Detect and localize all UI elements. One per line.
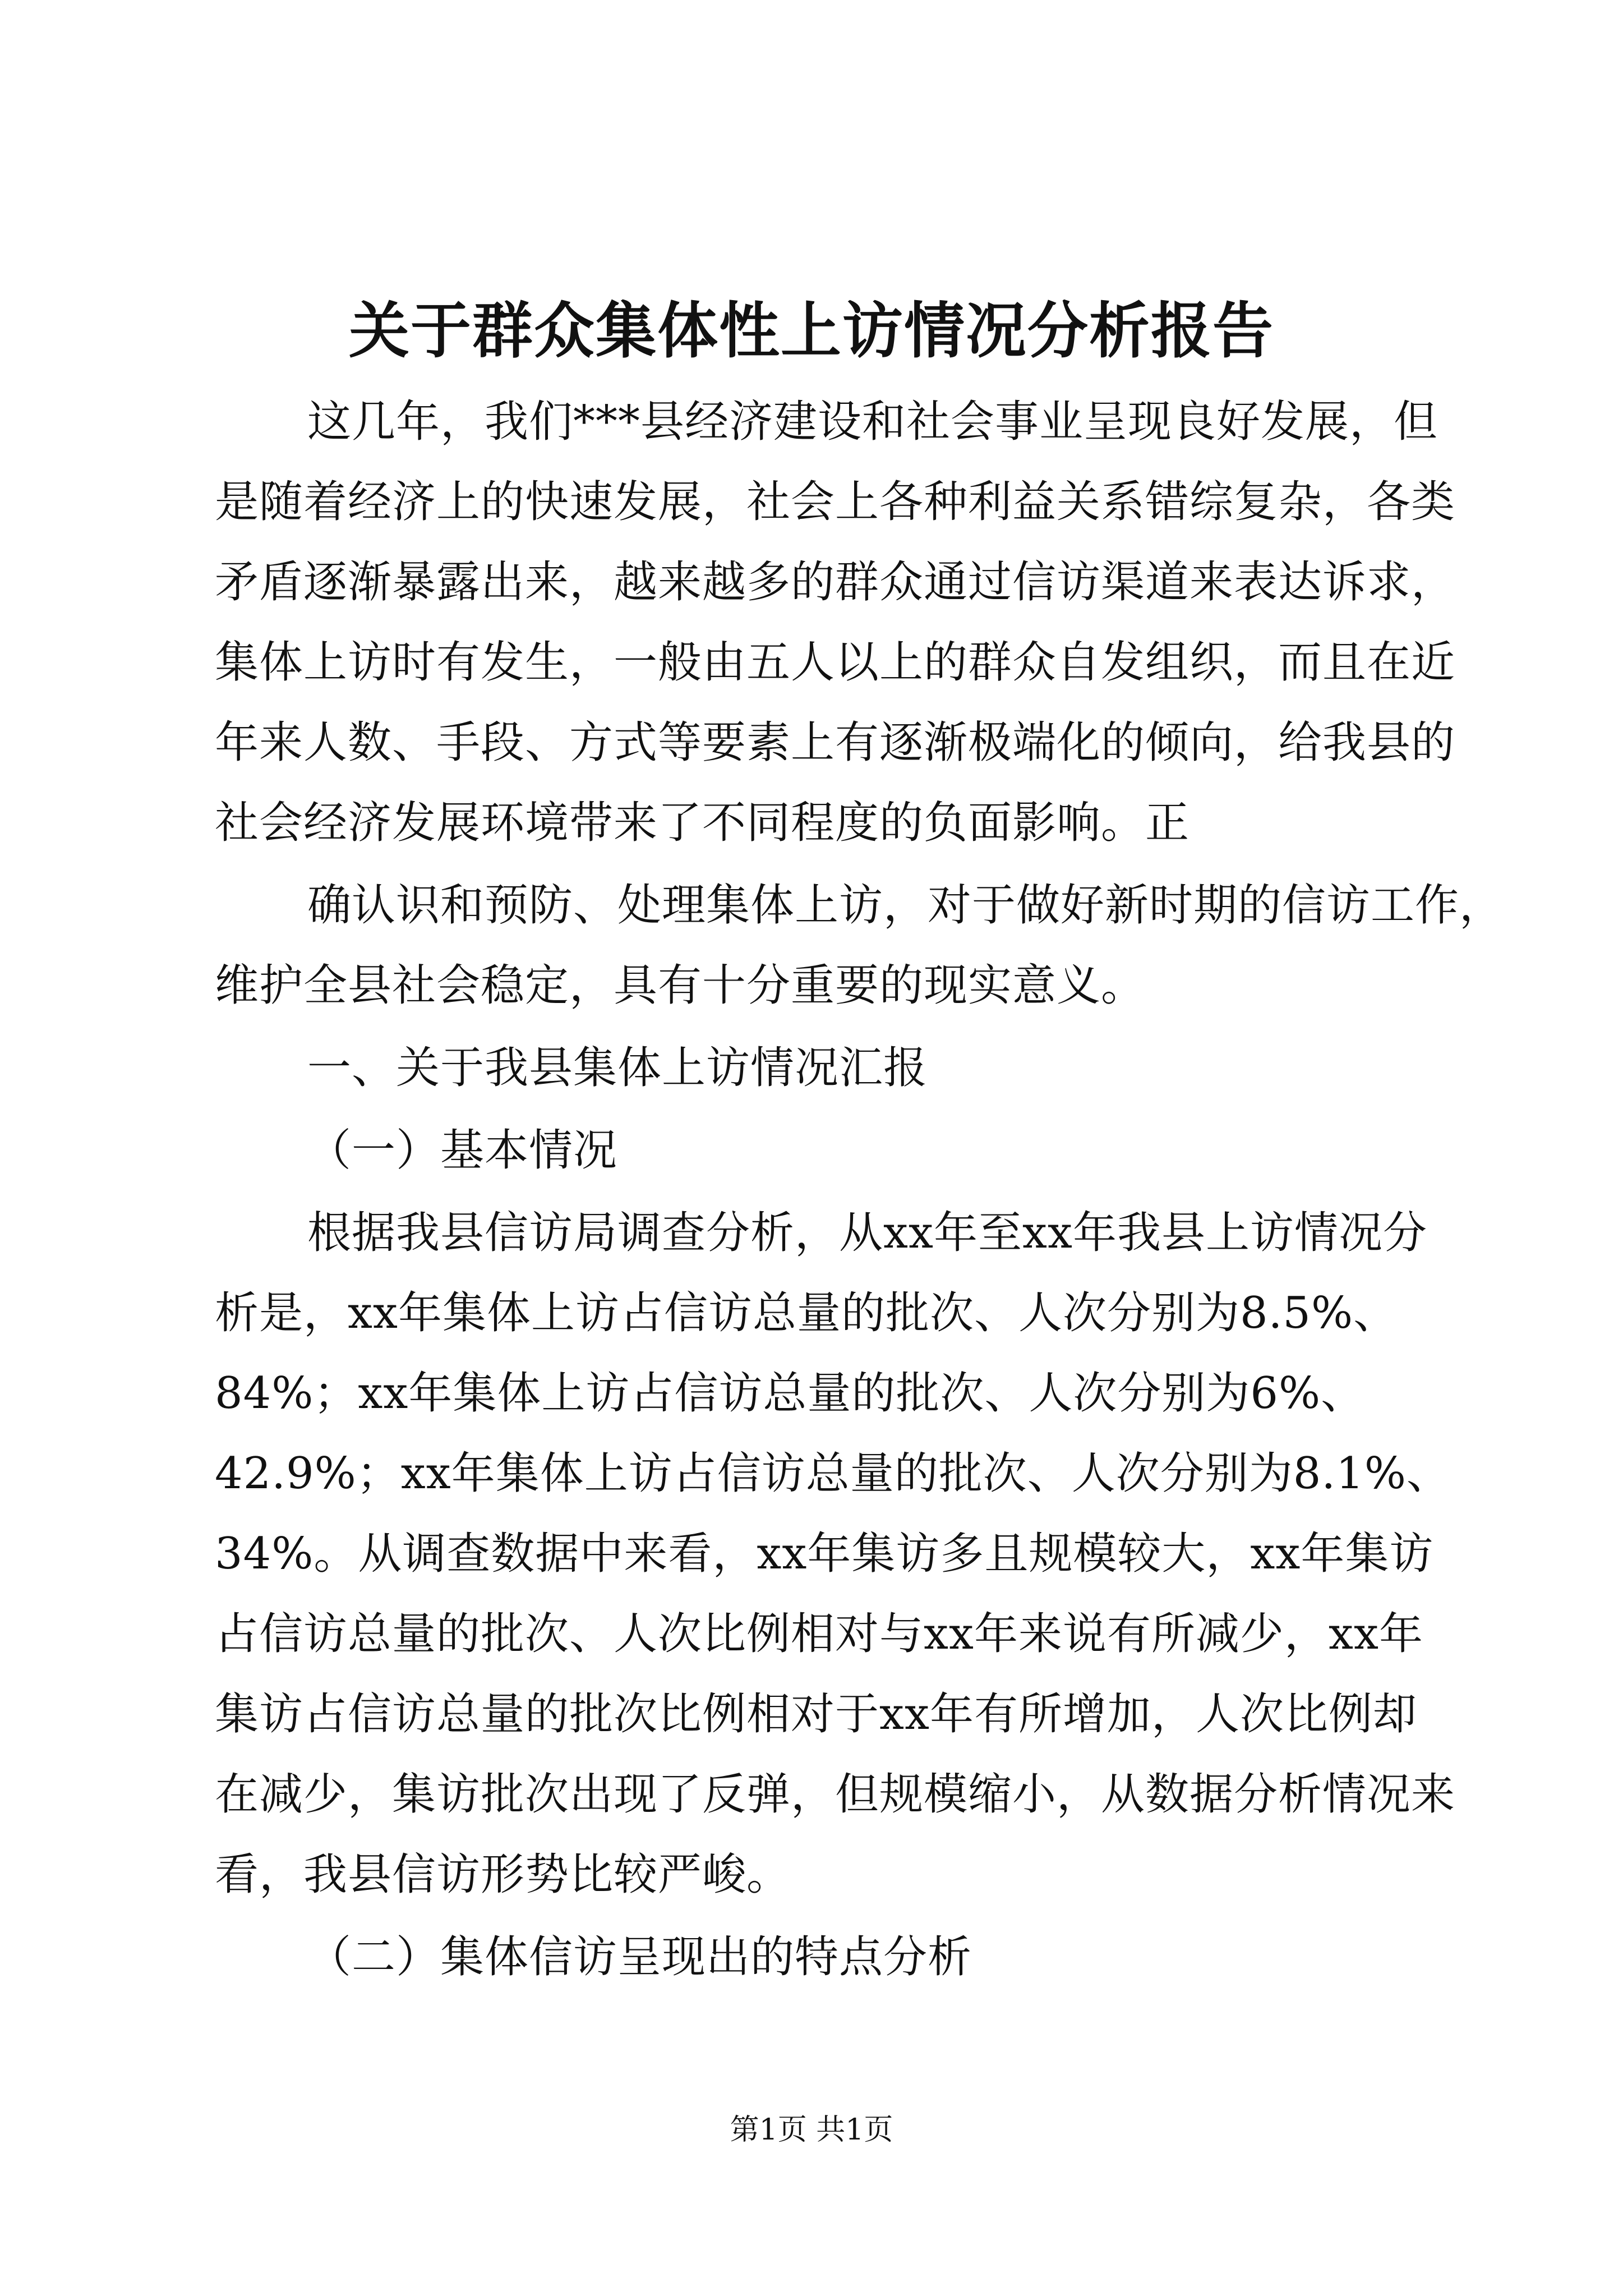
- paragraph-line: 根据我县信访局调查分析，从xx年至xx年我县上访情况分: [307, 1208, 1427, 1258]
- paragraph-line: 看，我县信访形势比较严峻。: [215, 1849, 791, 1900]
- document-title: 关于群众集体性上访情况分析报告: [348, 296, 1274, 366]
- subsection-heading: （一）基本情况: [307, 1125, 618, 1176]
- paragraph-line: 集访占信访总量的批次比例相对于xx年有所增加，人次比例却: [215, 1689, 1417, 1740]
- section-heading: 一、关于我县集体上访情况汇报: [307, 1043, 928, 1093]
- paragraph-line: 集体上访时有发生，一般由五人以上的群众自发组织，而且在近: [215, 637, 1456, 688]
- paragraph-line: 34%。从调查数据中来看，xx年集访多且规模较大，xx年集访: [215, 1529, 1434, 1579]
- paragraph-line: 社会经济发展环境带来了不同程度的负面影响。正: [215, 798, 1190, 848]
- paragraph-line: 84%；xx年集体上访占信访总量的批次、人次分别为6%、: [215, 1368, 1366, 1419]
- paragraph-line: 是随着经济上的快速发展，社会上各种利益关系错综复杂，各类: [215, 477, 1456, 527]
- paragraph-line: 年来人数、手段、方式等要素上有逐渐极端化的倾向，给我县的: [215, 717, 1456, 768]
- paragraph-line: 这几年，我们***县经济建设和社会事业呈现良好发展，但: [307, 397, 1438, 447]
- paragraph-line: 占信访总量的批次、人次比例相对与xx年来说有所减少，xx年: [215, 1609, 1423, 1659]
- subsection-heading: （二）集体信访呈现出的特点分析: [307, 1932, 972, 1982]
- paragraph-line: 析是，xx年集体上访占信访总量的批次、人次分别为8.5%、: [215, 1288, 1398, 1338]
- page-footer: 第1页 共1页: [730, 2113, 893, 2147]
- paragraph-line: 在减少，集访批次出现了反弹，但规模缩小，从数据分析情况来: [215, 1769, 1456, 1820]
- paragraph-line: 矛盾逐渐暴露出来，越来越多的群众通过信访渠道来表达诉求，: [215, 557, 1456, 608]
- paragraph-line: 42.9%；xx年集体上访占信访总量的批次、人次分别为8.1%、: [215, 1448, 1451, 1499]
- paragraph-line: 维护全县社会稳定，具有十分重要的现实意义。: [215, 960, 1146, 1011]
- paragraph-line: 确认识和预防、处理集体上访，对于做好新时期的信访工作，: [307, 880, 1504, 931]
